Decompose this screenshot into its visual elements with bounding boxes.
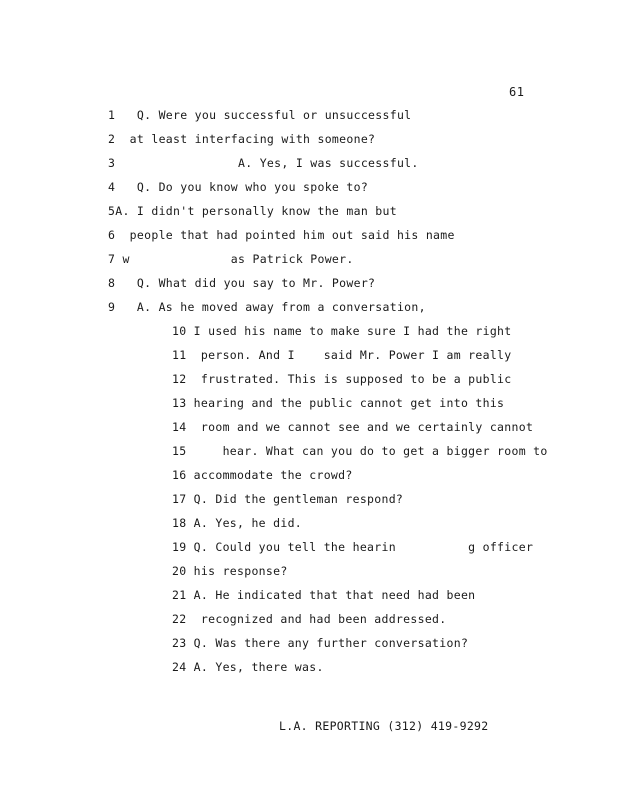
transcript-line-12: 12 frustrated. This is supposed to be a public — [172, 372, 512, 386]
transcript-line-21: 21 A. He indicated that that need had been — [172, 588, 476, 602]
transcript-line-23: 23 Q. Was there any further conversation? — [172, 636, 469, 650]
reporter-footer: L.A. REPORTING (312) 419-9292 — [279, 719, 489, 733]
transcript-line-20: 20 his response? — [172, 564, 288, 578]
transcript-line-2: 2 at least interfacing with someone? — [108, 132, 376, 146]
page-number: 61 — [509, 85, 525, 99]
transcript-line-3: 3 A. Yes, I was successful. — [108, 156, 419, 170]
transcript-line-11: 11 person. And I said Mr. Power I am really — [172, 348, 512, 362]
transcript-line-7: 7 w as Patrick Power. — [108, 252, 354, 266]
transcript-line-15: 15 hear. What can you do to get a bigger room to — [172, 444, 548, 458]
transcript-line-6: 6 people that had pointed him out said his name — [108, 228, 455, 242]
transcript-line-9: 9 A. As he moved away from a conversation, — [108, 300, 426, 314]
transcript-line-4: 4 Q. Do you know who you spoke to? — [108, 180, 369, 194]
transcript-line-24: 24 A. Yes, there was. — [172, 660, 324, 674]
transcript-line-16: 16 accommodate the crowd? — [172, 468, 353, 482]
transcript-line-18: 18 A. Yes, he did. — [172, 516, 303, 530]
transcript-line-5: 5A. I didn't personally know the man but — [108, 204, 397, 218]
transcript-line-19: 19 Q. Could you tell the hearin g officer — [172, 540, 534, 554]
transcript-line-17: 17 Q. Did the gentleman respond? — [172, 492, 404, 506]
transcript-line-13: 13 hearing and the public cannot get into this — [172, 396, 505, 410]
transcript-line-14: 14 room and we cannot see and we certainly cannot — [172, 420, 534, 434]
transcript-line-10: 10 I used his name to make sure I had the right — [172, 324, 512, 338]
transcript-line-1: 1 Q. Were you successful or unsuccessful — [108, 108, 412, 122]
transcript-line-8: 8 Q. What did you say to Mr. Power? — [108, 276, 376, 290]
transcript-line-22: 22 recognized and had been addressed. — [172, 612, 447, 626]
